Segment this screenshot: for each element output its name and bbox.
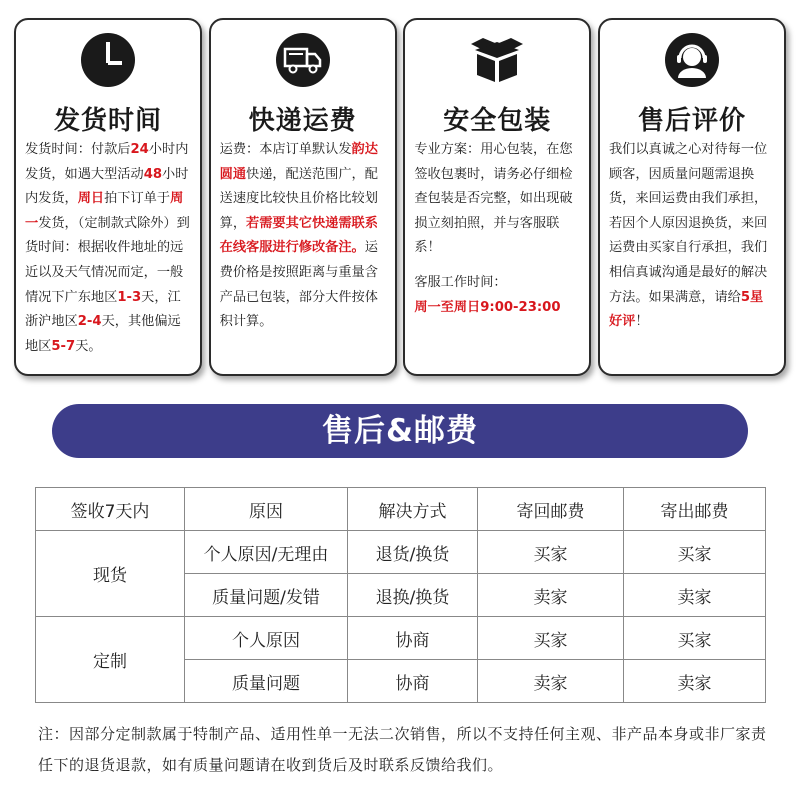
body-text: ！ <box>635 314 649 330</box>
customer-service-icon <box>664 32 720 88</box>
table-header-cell: 签收7天内 <box>36 488 185 531</box>
delivery-truck-icon <box>275 32 331 88</box>
highlight-text: 5星好评 <box>608 289 764 330</box>
package-box-icon <box>469 32 525 88</box>
card-body <box>25 138 192 359</box>
group-label: 定制 <box>36 617 185 703</box>
table-cell: 卖家 <box>624 660 766 703</box>
body-text: 天，其他偏远地区 <box>25 314 181 354</box>
table-cell: 质量问题 <box>185 660 348 703</box>
highlight-text: 1-3 <box>117 289 142 305</box>
after-sales-fee-table <box>35 487 766 703</box>
table-cell: 个人原因 <box>185 617 348 660</box>
table-cell: 个人原因/无理由 <box>185 531 348 574</box>
table-cell: 卖家 <box>624 574 766 617</box>
info-cards <box>14 18 786 378</box>
table-cell: 买家 <box>478 531 624 574</box>
table-row <box>36 531 766 574</box>
body-text: 专业方案：用心包装，在您签收包裹时，请务必仔细检查包装是否完整，如出现破损立刻拍照，并与客服联系！ <box>414 142 573 256</box>
highlight-text: 韵达圆通 <box>219 142 378 182</box>
card-title: 安全包装 <box>443 106 552 136</box>
table-cell: 退货/换货 <box>348 531 478 574</box>
body-text: 发货，（定制款式除外）到货时间：根据收件地址的远近以及天气情况而定，一般情况下广东地区 <box>25 215 190 305</box>
table-header-cell: 解决方式 <box>348 488 478 531</box>
highlight-text: 若需要其它快递需联系在线客服进行修改备注。 <box>219 215 378 256</box>
highlight-text: 周一至周日9:00-23:00 <box>414 299 561 315</box>
card-after-sales <box>598 18 786 376</box>
clock-icon <box>80 32 136 88</box>
table-header-cell: 寄回邮费 <box>478 488 624 531</box>
table-cell: 买家 <box>478 617 624 660</box>
highlight-text: 5-7 <box>51 338 76 354</box>
card-body <box>220 138 387 335</box>
body-text: 发货时间：付款后 <box>25 142 131 157</box>
table-row <box>36 617 766 660</box>
card-shipping-time <box>14 18 202 376</box>
table-cell: 协商 <box>348 660 478 703</box>
highlight-text: 周一 <box>25 191 184 231</box>
section-banner: 售后&邮费 <box>52 404 748 458</box>
table-header-cell: 原因 <box>185 488 348 531</box>
highlight-text: 2-4 <box>77 314 102 330</box>
highlight-text: 48 <box>143 166 163 182</box>
table-cell: 退换/换货 <box>348 574 478 617</box>
body-text: 我们以真诚之心对待每一位顾客，因质量问题需退换货，来回运费由我们承担，若因个人原因退换货，来回运费由买家自行承担，我们相信真诚沟通是最好的解决方法。如果满意，请给 <box>608 142 768 305</box>
table-header-row <box>36 488 766 531</box>
table-cell: 买家 <box>624 617 766 660</box>
table-cell: 买家 <box>624 531 766 574</box>
footer-note: 注：因部分定制款属于特制产品、适用性单一无法二次销售，所以不支持任何主观、非产品本身或非厂家责任下的退货退款，如有质量问题请在收到货后及时联系反馈给我们。 <box>38 725 767 774</box>
body-text: 拍下订单于 <box>104 191 171 207</box>
body-text: 运费价格是按照距离与重量含产品已包装，部分大件按体积计算。 <box>219 240 378 330</box>
card-safe-packaging <box>403 18 591 376</box>
table-cell: 卖家 <box>478 660 624 703</box>
highlight-text: 周日 <box>77 191 105 207</box>
body-text: 运费：本店订单默认发 <box>219 142 352 157</box>
body-text: 客服工作时间： <box>414 274 507 290</box>
card-body <box>609 138 776 335</box>
card-shipping-fee <box>209 18 397 376</box>
body-text: 快递，配送范围广，配送速度比较快且价格比较划算， <box>219 166 378 231</box>
highlight-text: 24 <box>130 142 149 157</box>
table-cell: 质量问题/发错 <box>185 574 348 617</box>
card-title: 售后评价 <box>637 106 746 136</box>
body-text: 小时内发货，如遇大型活动 <box>25 142 189 182</box>
card-title: 快递运费 <box>248 106 357 136</box>
card-body <box>414 138 581 320</box>
card-title: 发货时间 <box>53 106 162 136</box>
group-label: 现货 <box>36 531 185 617</box>
body-text: 天，江浙沪地区 <box>25 289 181 330</box>
body-text: 小时内发货， <box>25 166 189 207</box>
body-text: 天。 <box>75 338 102 354</box>
table-header-cell: 寄出邮费 <box>624 488 766 531</box>
table-cell: 协商 <box>348 617 478 660</box>
table-cell: 卖家 <box>478 574 624 617</box>
